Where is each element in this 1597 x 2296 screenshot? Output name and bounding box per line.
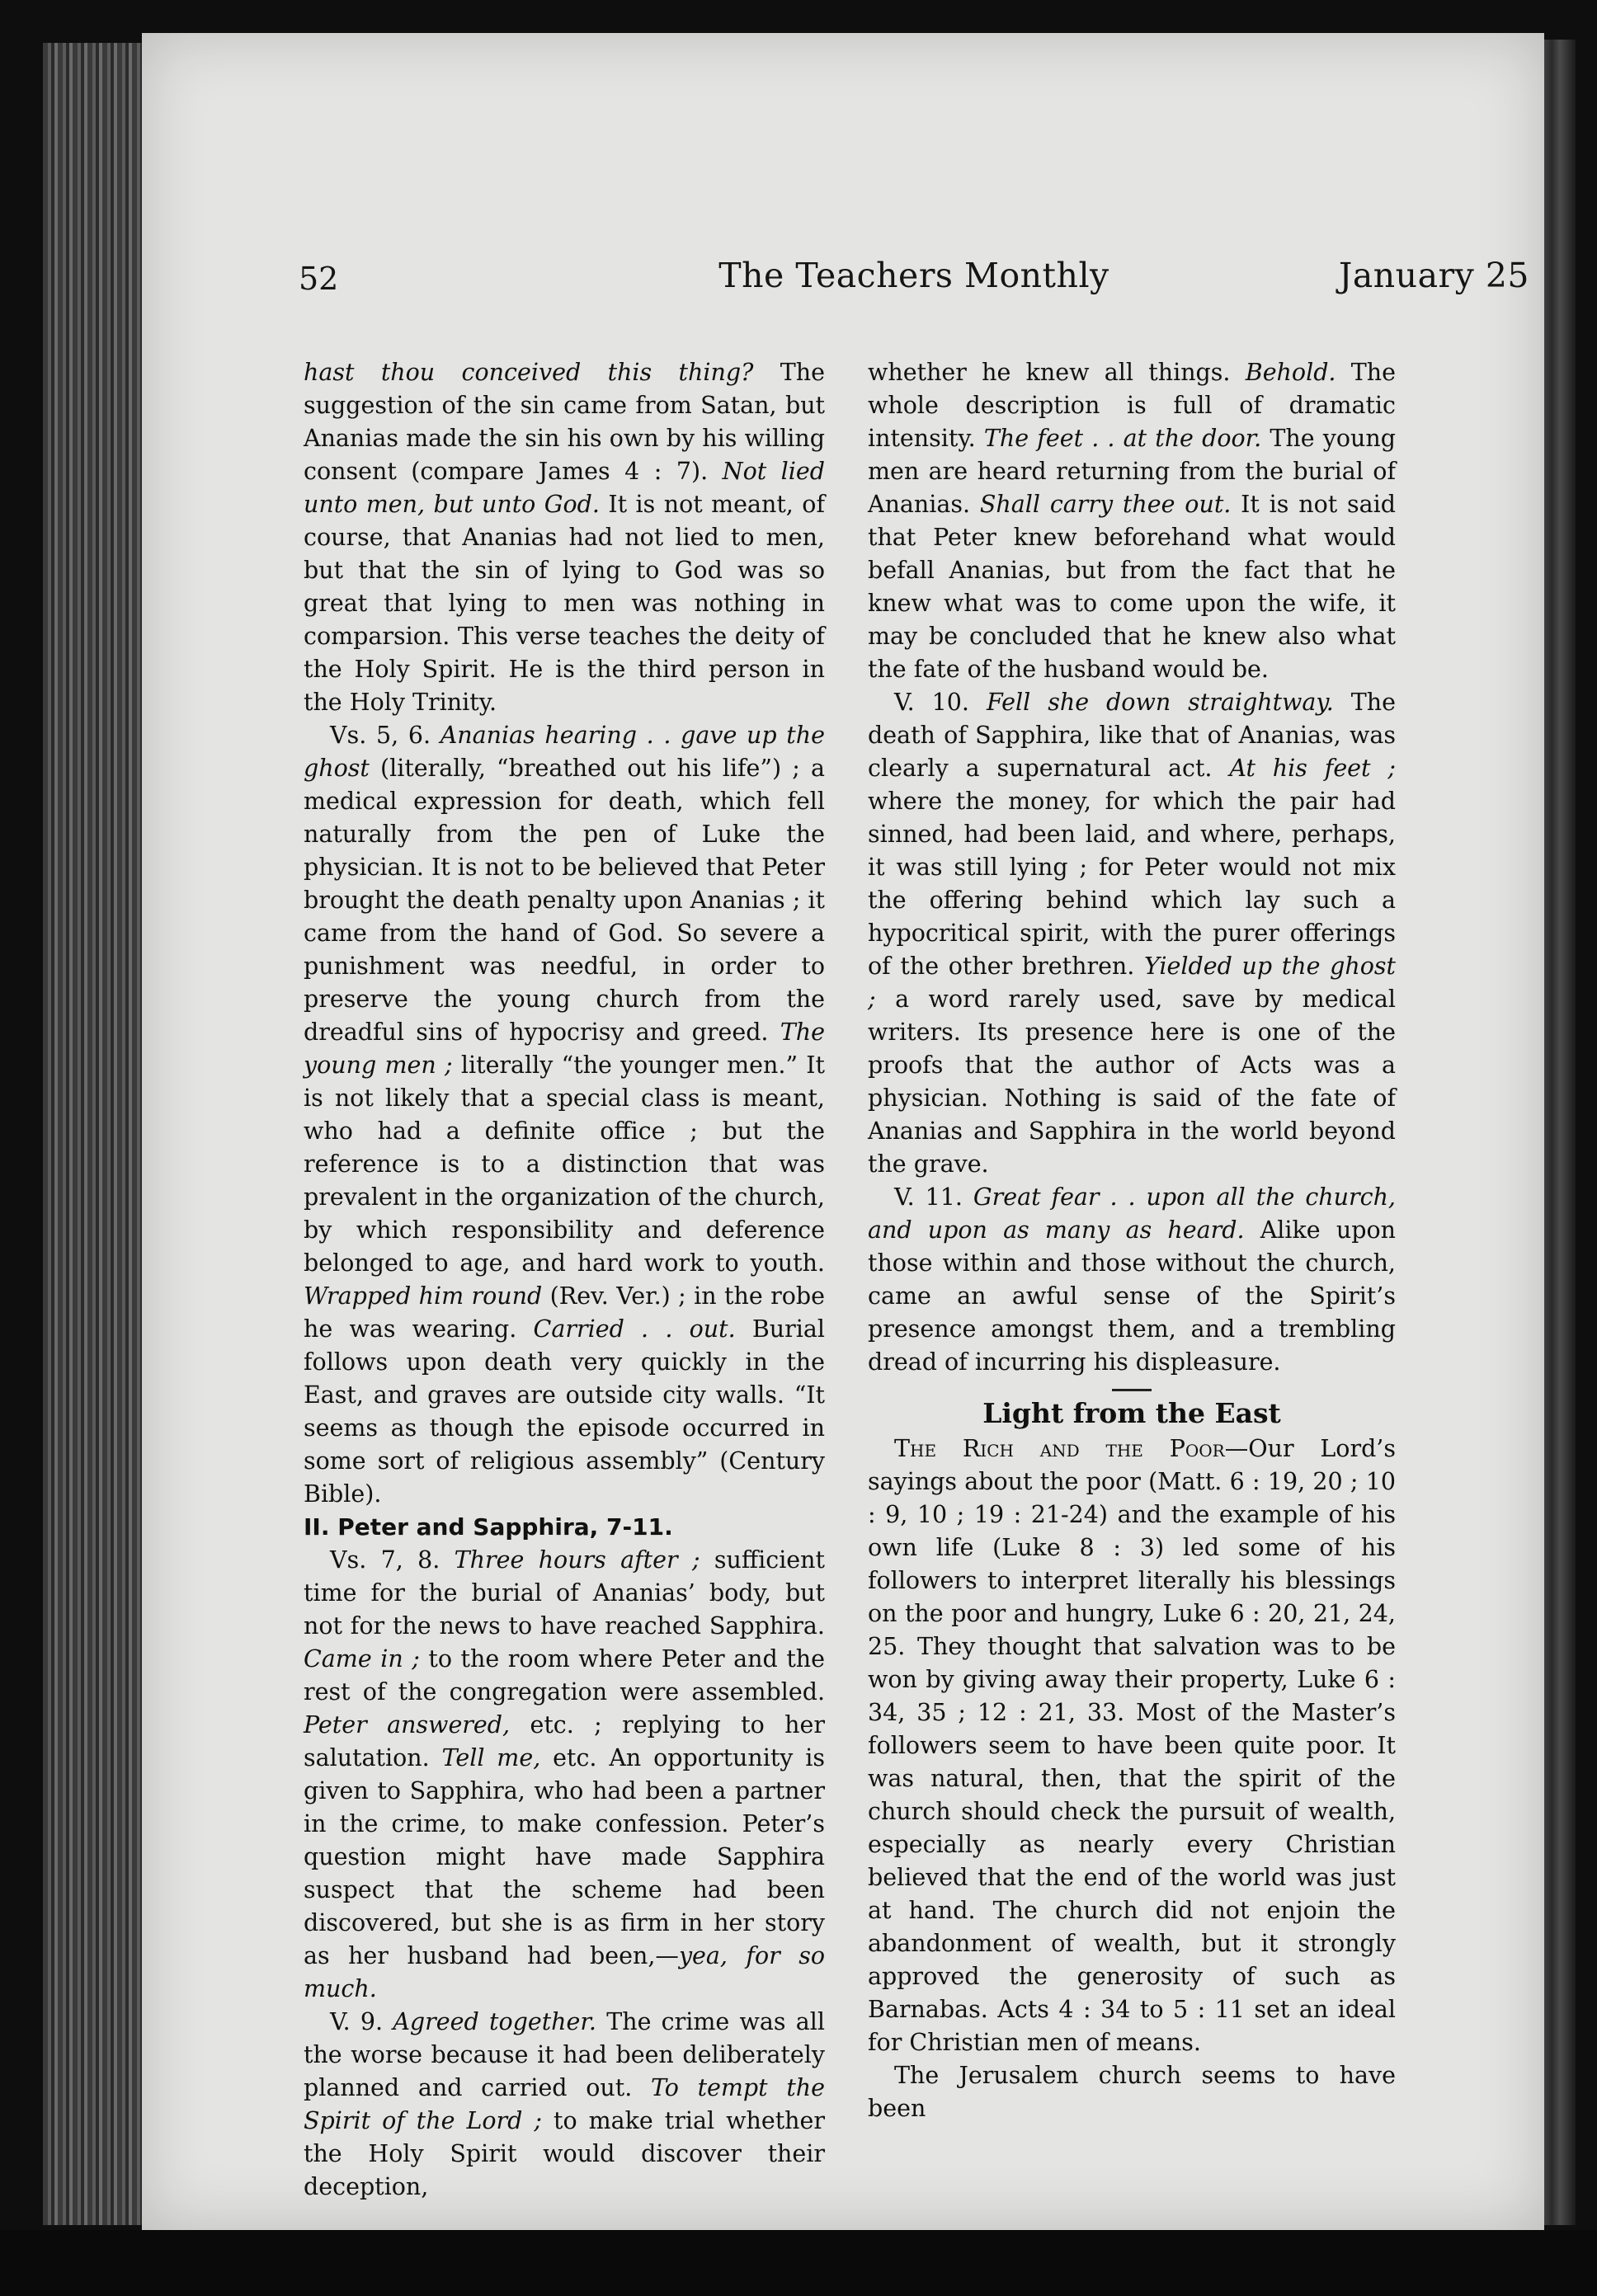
paragraph-jerusalem-church: The Jerusalem church seems to have been [868, 2062, 1396, 2122]
left-column [304, 356, 825, 2204]
book-page [142, 33, 1544, 2230]
issue-date: January 25 [1338, 256, 1529, 295]
section-heading: II. Peter and Sapphira, 7-11. [304, 1513, 673, 1541]
paragraph-verses-7-8: Vs. 7, 8. Three hours after ; sufficient time for the burial of Ananias’ body, but not for the news to have reached Sapphira. Came in ; to the room where Peter and the rest of the congregation were assembled. Peter answered, etc. ; replying to her salutation. Tell me, etc. An opportunity is given to Sapphira, who had been a partner in the crime, to make confession. Peter’s question might have made Sapphira suspect that the scheme had been discovered, but she is as firm in her story as her husband had been,—yea, for so much. [304, 1546, 826, 2002]
paragraph-verses-5-6: Vs. 5, 6. Ananias hearing . . gave up the ghost (literally, “breathed out his life”) ; a medical expression for death, which fell naturally from the pen of Luke the physician. It is not to be believed that Peter brought the death penalty upon Ananias ; it came from the hand of God. So severe a punishment was needful, in order to preserve the young church from the dreadful sins of hypocrisy and greed. The young men ; literally “the younger men.” It is not likely that a special class is meant, who had a definite office ; but the reference is to a distinction that was prevalent in the organization of the church, by which responsibility and deference belonged to age, and hard work to youth. Wrapped him round (Rev. Ver.) ; in the robe he was wearing. Carried . . out. Burial follows upon death very quickly in the East, and graves are outside city walls. “It seems as though the episode occurred in some sort of religious assembly” (Century Bible). [304, 722, 825, 1508]
paragraph-verse-9: V. 9. Agreed together. The crime was all the worse because it had been deliberately planned and carried out. To tempt the Spirit of the Lord ; to make trial whether the Holy Spirit would discover their deception, [304, 2008, 825, 2200]
paragraph-verse-10: V. 10. Fell she down straightway. The death of Sapphira, like that of Ananias, was clearly a supernatural act. At his feet ; where the money, for which the pair had sinned, had been laid, and where, perhaps, it was still lying ; for Peter would not mix the offering behind which lay such a hypocritical spirit, with the purer offerings of the other brethren. Yielded up the ghost ; a word rarely used, save by medical writers. Its presence here is one of the proofs that the author of Acts was a physician. Nothing is said of the fate of Ananias and Sapphira in the world beyond the grave. [868, 689, 1396, 1178]
book-page-edges-left [43, 43, 148, 2225]
right-column [868, 356, 1396, 2125]
paragraph-verse-11: V. 11. Great fear . . upon all the church, and upon as many as heard. Alike upon those within and those without the church, came an awful sense of the Spirit’s presence amongst them, and a trembling dread of incurring his displeasure. [868, 1183, 1396, 1376]
page-number: 52 [299, 261, 339, 297]
scan-bottom-border [0, 2230, 1597, 2296]
running-header [299, 256, 1529, 313]
paragraph-rich-and-poor: The Rich and the Poor—Our Lord’s sayings about the poor (Matt. 6 : 19, 20 ; 10 : 9, 10 ; 19 : 21-24) and the example of his own life (Luke 8 : 3) led some of his followers to interpret literally his blessings on the poor and hungry, Luke 6 : 20, 21, 24, 25. They thought that salvation was to be won by giving away their property, Luke 6 : 34, 35 ; 12 : 21, 33. Most of the Master’s followers seem to have been quite poor. It was natural, then, that the spirit of the church should check the pursuit of wealth, especially as nearly every Christian believed that the end of the world was just at hand. The church did not enjoin the abandonment of wealth, but it strongly approved the generosity of such as Barnabas. Acts 4 : 34 to 5 : 11 set an ideal for Christian men of means. [868, 1435, 1396, 2056]
paragraph-verse-4: hast thou conceived this thing? The suggestion of the sin came from Satan, but Ananias made the sin his own by his willing consent (compare James 4 : 7). Not lied unto men, but unto God. It is not meant, of course, that Ananias had not lied to men, but that the sin of lying to God was so great that lying to men was nothing in comparsion. This verse teaches the deity of the Holy Spirit. He is the third person in the Holy Trinity. [304, 359, 826, 716]
paragraph-verse-9-continued: whether he knew all things. Behold. The whole description is full of dramatic intensity. The feet . . at the door. The young men are heard returning from the burial of Ananias. Shall carry thee out. It is not said that Peter knew beforehand what would befall Ananias, but from the fact that he knew what was to come upon the wife, it may be concluded that he knew also what the fate of the husband would be. [868, 359, 1396, 683]
publication-title: The Teachers Monthly [718, 256, 1109, 295]
section-divider [1112, 1389, 1152, 1391]
light-from-the-east-heading: Light from the East [982, 1397, 1281, 1429]
